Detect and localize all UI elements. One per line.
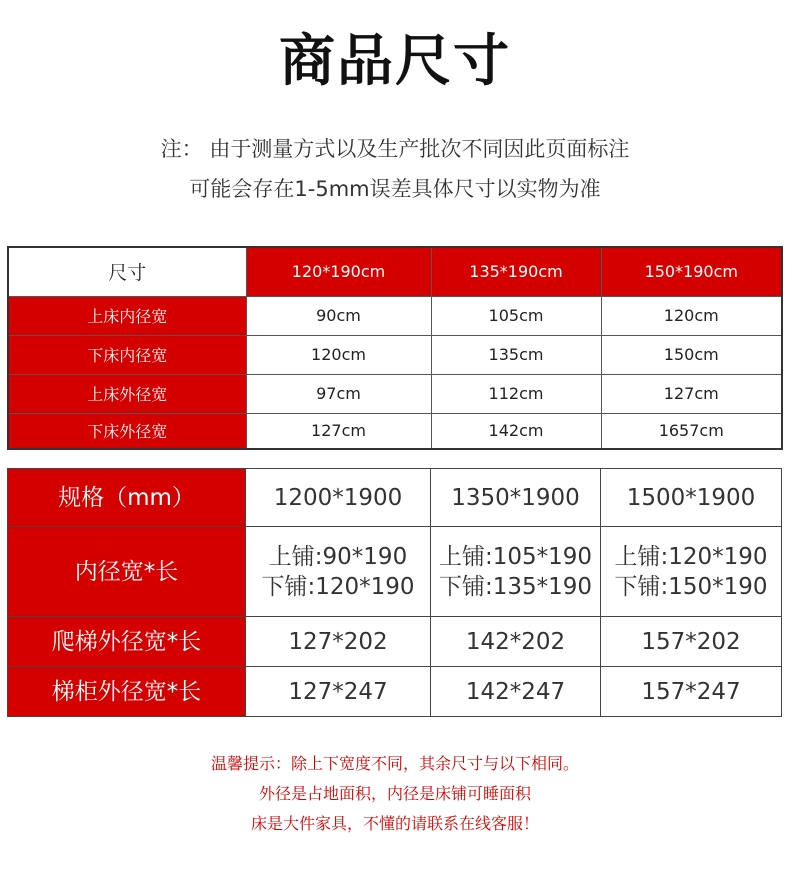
table-cell: 150cm: [601, 335, 782, 374]
table-cell: 142*202: [431, 617, 601, 667]
table-cell: 127*247: [246, 667, 431, 717]
table-cell: [246, 527, 431, 617]
table-cell: 105cm: [431, 296, 601, 335]
row-label: 规格（mm）: [8, 469, 246, 527]
size-table-mm: [7, 468, 782, 717]
table-cell: 142*247: [431, 667, 601, 717]
table-row: [8, 296, 782, 335]
table-row: [8, 413, 782, 449]
table-cell: 1657cm: [601, 413, 782, 449]
table-cell: 1350*1900: [431, 469, 601, 527]
header-cell: 150*190cm: [601, 247, 782, 296]
table-cell: 127cm: [601, 374, 782, 413]
table-cell: 90cm: [246, 296, 431, 335]
table-cell: 97cm: [246, 374, 431, 413]
row-label: 下床内径宽: [8, 335, 246, 374]
row-label: 下床外径宽: [8, 413, 246, 449]
lower-bunk-size: 下铺:135*190: [438, 573, 593, 600]
table-row: [8, 667, 782, 717]
upper-bunk-size: 上铺:105*190: [438, 543, 593, 570]
row-label: 上床外径宽: [8, 374, 246, 413]
upper-bunk-size: 上铺:90*190: [268, 543, 408, 570]
table-cell: [431, 527, 601, 617]
table-cell: 112cm: [431, 374, 601, 413]
header-cell: 120*190cm: [246, 247, 431, 296]
header-cell: 135*190cm: [431, 247, 601, 296]
tip-line-3: 床是大件家具，不懂的请联系在线客服！: [250, 814, 539, 833]
upper-bunk-size: 上铺:120*190: [614, 543, 768, 570]
row-label: 梯柜外径宽*长: [8, 667, 246, 717]
lower-bunk-size: 下铺:150*190: [614, 573, 768, 600]
page-title: 商品尺寸: [279, 29, 511, 94]
tip-line-2: 外径是占地面积，内径是床铺可睡面积: [258, 784, 531, 803]
table-cell: [601, 527, 782, 617]
table-row: [8, 469, 782, 527]
tip-line-1: 温馨提示：除上下宽度不同，其余尺寸与以下相同。: [210, 754, 579, 773]
table-cell: 1200*1900: [246, 469, 431, 527]
table-cell: 127*202: [246, 617, 431, 667]
table-row: [8, 617, 782, 667]
row-label: 爬梯外径宽*长: [8, 617, 246, 667]
table-row: [8, 335, 782, 374]
note-line-1: 注： 由于测量方式以及生产批次不同因此页面标注: [160, 137, 630, 161]
table-cell: 127cm: [246, 413, 431, 449]
table-header-row: [8, 247, 782, 296]
table-row: [8, 527, 782, 617]
row-label: 内径宽*长: [8, 527, 246, 617]
note-line-2: 可能会存在1-5mm误差具体尺寸以实物为准: [189, 177, 601, 201]
table-cell: 1500*1900: [601, 469, 782, 527]
header-cell: 尺寸: [8, 247, 246, 296]
table-cell: 120cm: [601, 296, 782, 335]
table-cell: 142cm: [431, 413, 601, 449]
table-cell: 157*247: [601, 667, 782, 717]
table-cell: 157*202: [601, 617, 782, 667]
table-cell: 120cm: [246, 335, 431, 374]
size-table-cm: [7, 246, 783, 450]
lower-bunk-size: 下铺:120*190: [261, 573, 415, 600]
row-label: 上床内径宽: [8, 296, 246, 335]
table-cell: 135cm: [431, 335, 601, 374]
table-row: [8, 374, 782, 413]
